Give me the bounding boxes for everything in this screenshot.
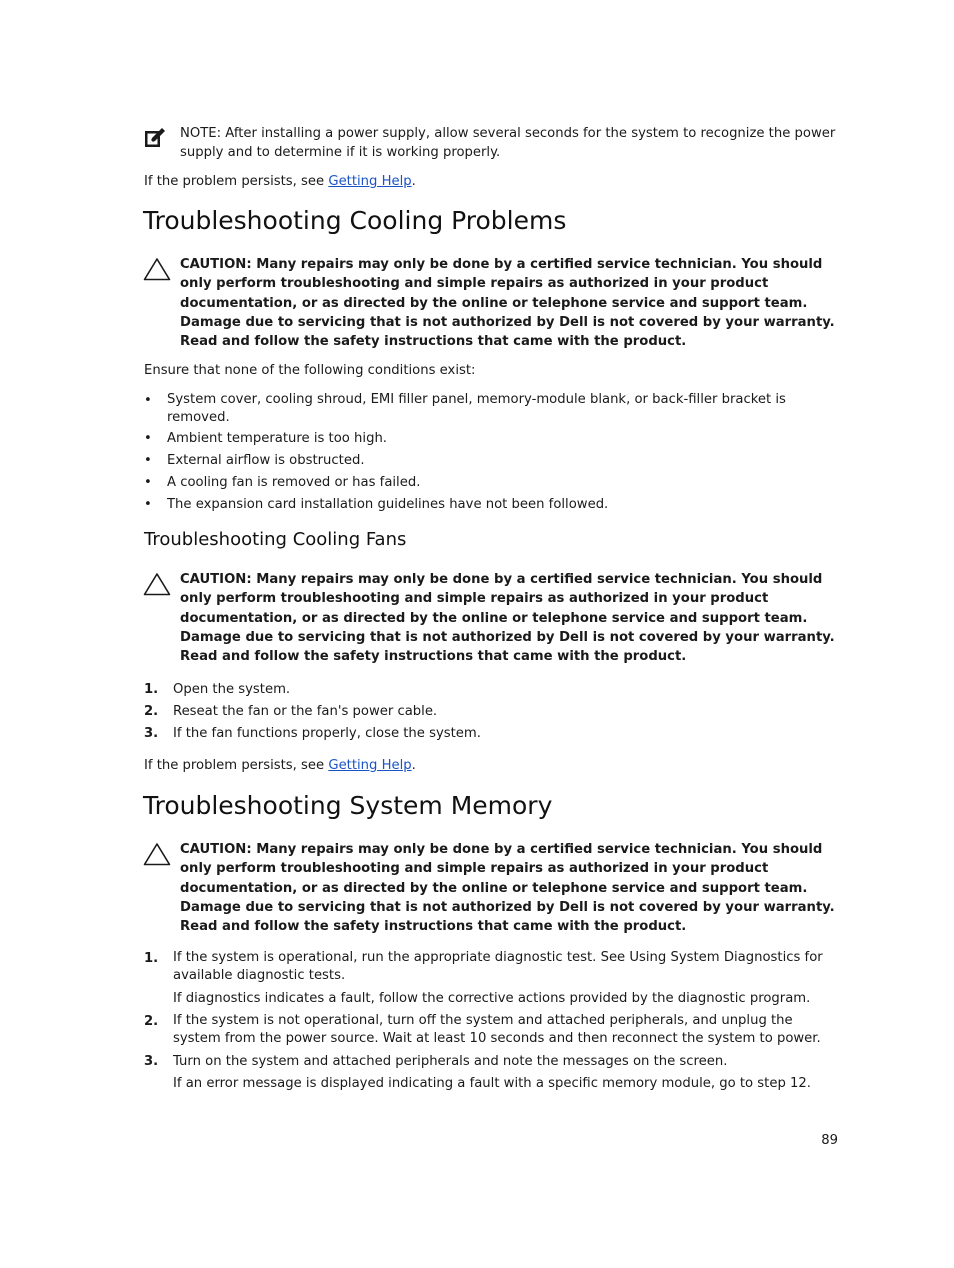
step-number: 3. [144, 1054, 159, 1069]
conditions-intro: Ensure that none of the following conditions exist: [144, 363, 476, 378]
step-number: 3. [144, 726, 159, 741]
persist-prefix: If the problem persists, see [144, 758, 329, 773]
problem-persists-1 [144, 172, 416, 191]
heading-system-memory: Troubleshooting System Memory [143, 791, 553, 820]
step-number: 1. [144, 951, 159, 966]
bullet-dot: • [144, 393, 152, 408]
bullet-dot: • [144, 453, 152, 468]
bullet-text: The expansion card installation guidelines have not been followed. [167, 497, 609, 512]
note-text [180, 124, 840, 162]
bullet-dot: • [144, 475, 152, 490]
caution-icon [143, 572, 171, 596]
bullet-text: External airflow is obstructed. [167, 453, 365, 468]
problem-persists-2 [144, 756, 416, 775]
step-number: 2. [144, 704, 159, 719]
note-pencil-icon [144, 127, 166, 149]
caution-icon [143, 842, 171, 866]
bullet-dot: • [144, 431, 152, 446]
step-text: Turn on the system and attached peripherals and note the messages on the screen. [173, 1054, 728, 1069]
persist-prefix: If the problem persists, see [144, 174, 329, 189]
caution-text-2: CAUTION: Many repairs may only be done by a certified service technician. You should only perform troubleshooting and simple repairs as authorized in your product documentation, or as directed by the online or telephone service and support team. Damage due to servicing that is not authorized by Dell is not covered by your warranty. Read and follow the safety instructions that came with the product. [180, 572, 835, 664]
page-number: 89 [821, 1133, 838, 1148]
step-subtext: If an error message is displayed indicating a fault with a specific memory module, go to step 12. [173, 1076, 811, 1091]
caution-icon [143, 257, 171, 281]
persist-suffix: . [411, 758, 416, 773]
heading-cooling-problems: Troubleshooting Cooling Problems [143, 206, 567, 235]
step-number: 1. [144, 682, 159, 697]
bullet-text: System cover, cooling shroud, EMI filler panel, memory-module blank, or back-filler bracket is removed. [167, 392, 786, 425]
bullet-text: A cooling fan is removed or has failed. [167, 475, 421, 490]
step-text: If the system is not operational, turn off the system and attached peripherals, and unplug the system from the power source. Wait at least 10 seconds and then reconnect the system to power. [173, 1013, 821, 1046]
bullet-dot: • [144, 497, 152, 512]
step-number: 2. [144, 1014, 159, 1029]
note-label: NOTE: [180, 126, 222, 141]
note-body: After installing a power supply, allow several seconds for the system to recognize the power supply and to determine if it is working properly. [180, 126, 836, 160]
step-text: Reseat the fan or the fan's power cable. [173, 704, 438, 719]
step-text: Open the system. [173, 682, 291, 697]
step-text: If the system is operational, run the appropriate diagnostic test. See Using System Diagnostics for available diagnostic tests. [173, 950, 823, 983]
persist-suffix: . [411, 174, 416, 189]
caution-text-1: CAUTION: Many repairs may only be done by a certified service technician. You should only perform troubleshooting and simple repairs as authorized in your product documentation, or as directed by the online or telephone service and support team. Damage due to servicing that is not authorized by Dell is not covered by your warranty. Read and follow the safety instructions that came with the product. [180, 257, 835, 349]
getting-help-link-2[interactable]: Getting Help [328, 758, 412, 773]
caution-text-3: CAUTION: Many repairs may only be done by a certified service technician. You should only perform troubleshooting and simple repairs as authorized in your product documentation, or as directed by the online or telephone service and support team. Damage due to servicing that is not authorized by Dell is not covered by your warranty. Read and follow the safety instructions that came with the product. [180, 842, 835, 934]
step-subtext: If diagnostics indicates a fault, follow the corrective actions provided by the diagnostic program. [173, 991, 811, 1006]
bullet-text: Ambient temperature is too high. [167, 431, 387, 446]
step-text: If the fan functions properly, close the system. [173, 726, 481, 741]
getting-help-link-1[interactable]: Getting Help [328, 174, 412, 189]
heading-cooling-fans: Troubleshooting Cooling Fans [144, 529, 407, 550]
